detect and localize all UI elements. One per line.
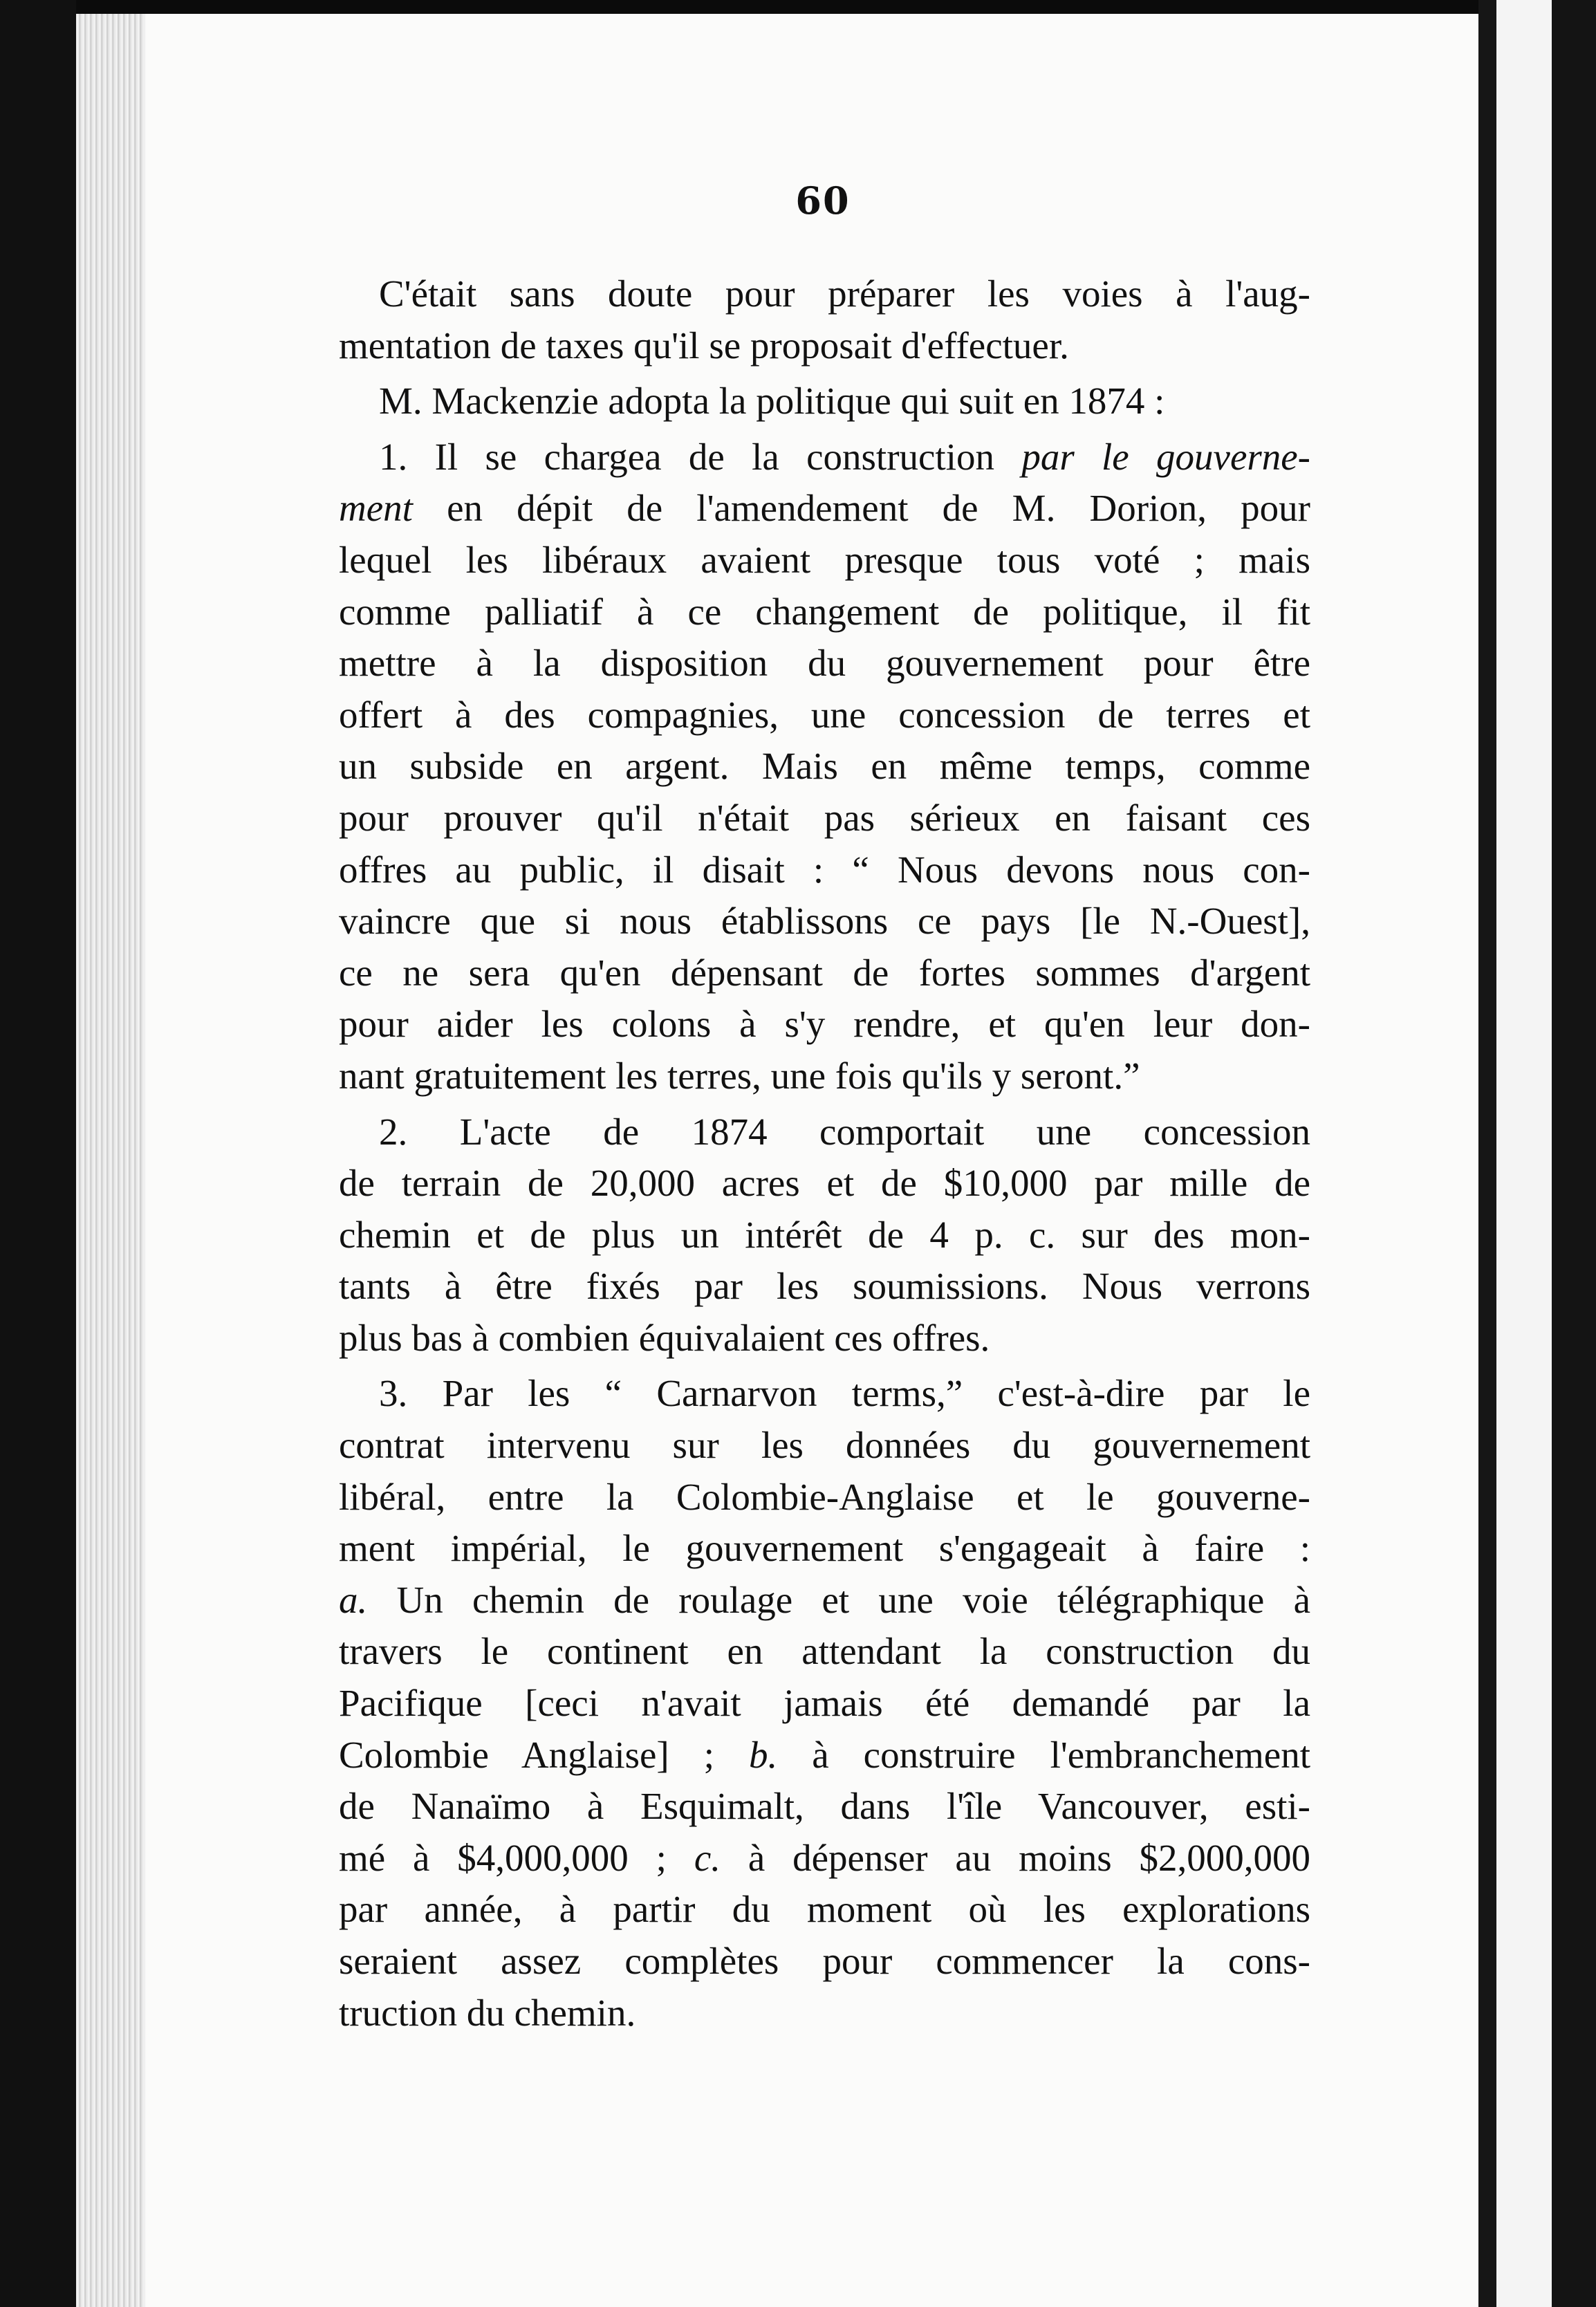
scan-right-gap xyxy=(1496,0,1552,2307)
text-line: un subside en argent. Mais en même temps, comme xyxy=(339,745,1310,788)
text-line xyxy=(339,483,1310,535)
text-line: mettre à la disposition du gouvernement pour être xyxy=(339,642,1310,685)
book-page-edges xyxy=(76,14,145,2307)
text-line: par année, à partir du moment où les explorations xyxy=(339,1888,1310,1931)
italic-run: b. xyxy=(749,1733,778,1776)
italic-run: c. xyxy=(694,1836,721,1879)
text-line: pour prouver qu'il n'était pas sérieux en faisant ces xyxy=(339,796,1310,839)
scan-right-shadow xyxy=(1478,0,1496,2307)
text-line: lequel les libéraux avaient presque tous voté ; mais xyxy=(339,538,1310,581)
text-run: 1. Il se chargea de la construction xyxy=(379,435,1022,478)
text-line: seraient assez complètes pour commencer la cons- xyxy=(339,1940,1310,1982)
scan-right-border xyxy=(1552,0,1596,2307)
italic-run: a. xyxy=(339,1578,368,1621)
text-line: plus bas à combien équivalaient ces offres. xyxy=(339,1316,990,1359)
text-line: de Nanaïmo à Esquimalt, dans l'île Vancouver, esti- xyxy=(339,1785,1310,1828)
text-line: C'était sans doute pour préparer les voies à l'aug- xyxy=(379,272,1310,315)
paragraph-p2 xyxy=(339,376,1310,427)
text-line: vaincre que si nous établissons ce pays [le N.-Ouest], xyxy=(339,900,1310,943)
text-run: Un chemin de roulage et une voie télégraphique à xyxy=(367,1578,1310,1621)
text-line: contrat intervenu sur les données du gouvernement xyxy=(339,1424,1310,1467)
text-run: Colombie Anglaise] ; xyxy=(339,1733,749,1776)
text-line: Pacifique [ceci n'avait jamais été demandé par la xyxy=(339,1682,1310,1725)
text-line: de terrain de 20,000 acres et de $10,000 par mille de xyxy=(339,1162,1310,1205)
scan-left-border xyxy=(0,0,76,2307)
text-line: offres au public, il disait : “ Nous devons nous con- xyxy=(339,848,1310,891)
text-line: offert à des compagnies, une concession de terres et xyxy=(339,693,1310,736)
page-number: 60 xyxy=(795,178,851,223)
text-line xyxy=(339,432,1310,483)
text-line: M. Mackenzie adopta la politique qui suit en 1874 : xyxy=(379,380,1165,423)
text-run: en dépit de l'amendement de M. Dorion, pour xyxy=(412,487,1310,530)
text-line: mentation de taxes qu'il se proposait d'effectuer. xyxy=(339,324,1069,367)
italic-run: par le gouverne- xyxy=(1021,435,1310,478)
paragraph-p3 xyxy=(339,432,1310,1102)
text-line xyxy=(339,1575,1310,1627)
text-run: à construire l'embranchement xyxy=(777,1733,1310,1776)
text-line: 2. L'acte de 1874 comportait une concession xyxy=(379,1110,1310,1153)
text-line xyxy=(339,1833,1310,1884)
text-run: à dépenser au moins $2,000,000 xyxy=(720,1836,1310,1879)
italic-run: ment xyxy=(339,487,413,530)
text-run: mé à $4,000,000 ; xyxy=(339,1836,694,1879)
text-line xyxy=(339,1730,1310,1781)
text-line: nant gratuitement les terres, une fois qu'ils y seront.” xyxy=(339,1054,1140,1097)
text-line: ment impérial, le gouvernement s'engageait à faire : xyxy=(339,1527,1310,1570)
text-line: travers le continent en attendant la construction du xyxy=(339,1630,1310,1673)
text-line: 3. Par les “ Carnarvon terms,” c'est-à-dire par le xyxy=(379,1372,1310,1415)
paragraph-p1 xyxy=(339,268,1310,371)
body-text xyxy=(339,268,1310,2039)
paragraph-p4 xyxy=(339,1106,1310,1364)
text-line: tants à être fixés par les soumissions. Nous verrons xyxy=(339,1265,1310,1308)
text-line: pour aider les colons à s'y rendre, et qu'en leur don- xyxy=(339,1003,1310,1046)
text-line: comme palliatif à ce changement de politique, il fit xyxy=(339,590,1310,633)
paragraph-p5 xyxy=(339,1368,1310,2039)
text-line: libéral, entre la Colombie-Anglaise et le gouverne- xyxy=(339,1475,1310,1518)
text-line: ce ne sera qu'en dépensant de fortes sommes d'argent xyxy=(339,951,1310,994)
text-line: truction du chemin. xyxy=(339,1991,636,2034)
text-line: chemin et de plus un intérêt de 4 p. c. sur des mon- xyxy=(339,1213,1310,1256)
scan-top-border xyxy=(0,0,1596,14)
